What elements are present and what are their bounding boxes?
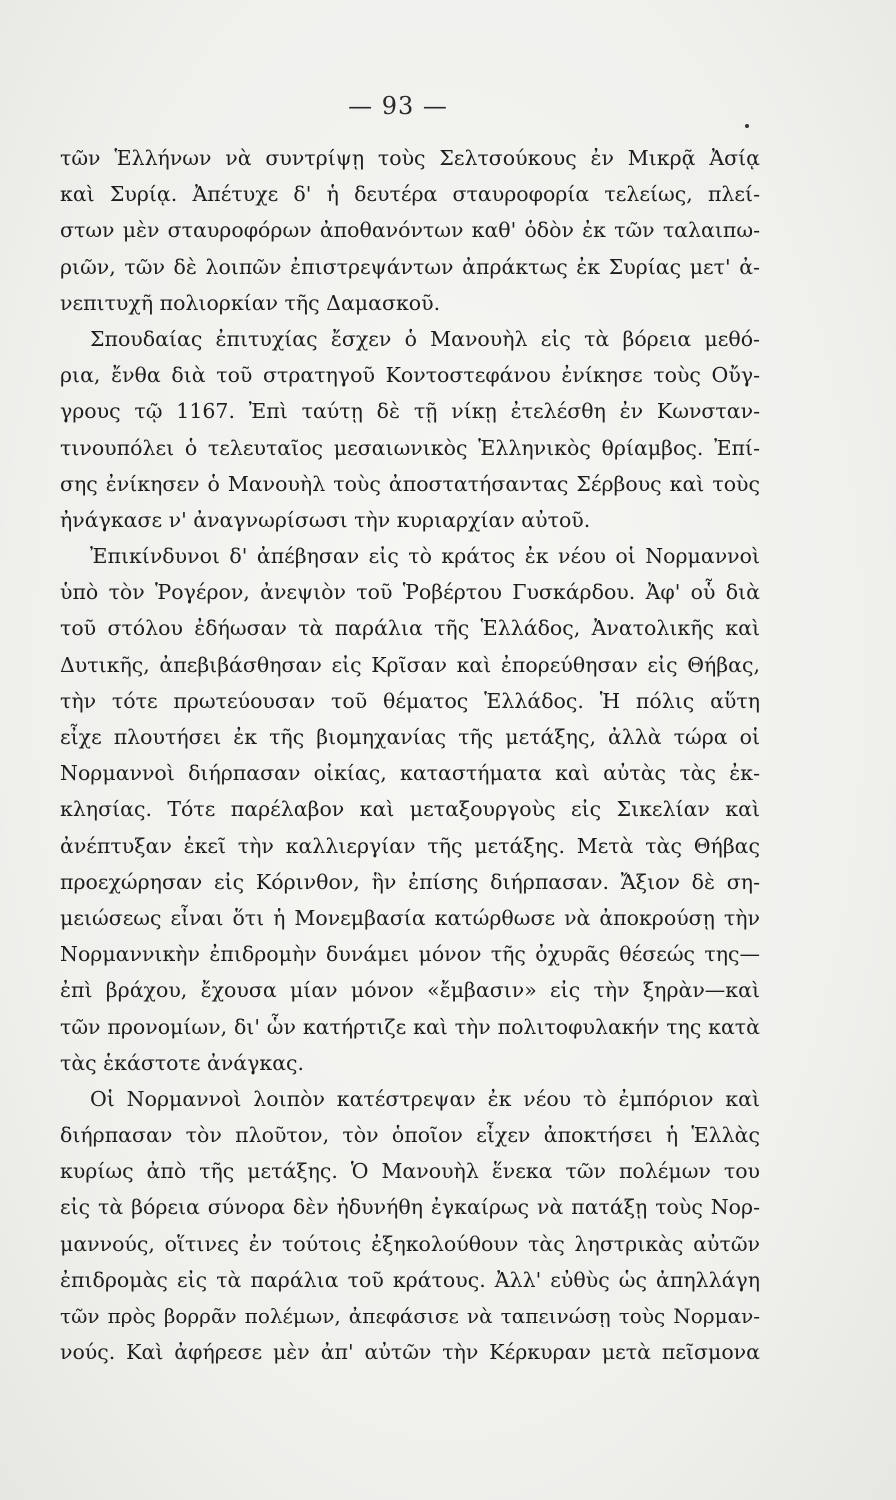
text-line: τὰς ἑκάστοτε ἀνάγκας. bbox=[60, 1050, 305, 1075]
text-line: νεπιτυχῆ πολιορκίαν τῆς Δαμασκοῦ. bbox=[60, 290, 441, 315]
text-line: κυρίως ἀπὸ τῆς μετάξης. Ὁ Μανουὴλ ἕνεκα τῶν πολέμων του bbox=[60, 1159, 760, 1184]
text-line: διήρπασαν τὸν πλοῦτον, τὸν ὁποῖον εἶχεν ἀποκτήσει ἡ Ἑλλὰς bbox=[60, 1123, 760, 1148]
text-line: τῶν Ἑλλήνων νὰ συντρίψῃ τοὺς Σελτσούκους ἐν Μικρᾷ Ἀσίᾳ bbox=[60, 146, 760, 170]
text-line: τῶν πρὸς βορρᾶν πολέμων, ἀπεφάσισε νὰ ταπεινώσῃ τοὺς Νορμαν- bbox=[60, 1304, 760, 1328]
text-line: τοῦ στόλου ἐδήωσαν τὰ παράλια τῆς Ἑλλάδος, Ἀνατολικῆς καὶ bbox=[60, 616, 760, 641]
text-line: κλησίας. Τότε παρέλαβον καὶ μεταξουργοὺς εἰς Σικελίαν καὶ bbox=[60, 797, 760, 822]
text-line: μειώσεως εἶναι ὅτι ἡ Μονεμβασία κατώρθωσε νὰ ἀποκρούσῃ τὴν bbox=[60, 905, 760, 930]
text-line: μαννούς, οἵτινες ἐν τούτοις ἐξηκολούθουν τὰς ληστρικὰς αὐτῶν bbox=[60, 1231, 760, 1256]
text-line: προεχώρησαν εἰς Κόρινθον, ἣν ἐπίσης διήρπασαν. Ἄξιον δὲ ση- bbox=[60, 869, 760, 894]
text-line: Νορμαννικὴν ἐπιδρομὴν δυνάμει μόνον τῆς ὀχυρᾶς θέσεώς της— bbox=[60, 942, 760, 967]
text-line: ρια, ἔνθα διὰ τοῦ στρατηγοῦ Κοντοστεφάνου ἐνίκησε τοὺς Οὔγ- bbox=[60, 363, 760, 388]
text-line: ἐπιδρομὰς εἰς τὰ παράλια τοῦ κράτους. Ἀλλ' εὐθὺς ὡς ἀπηλλάγη bbox=[60, 1267, 760, 1292]
text-line: καὶ Συρίᾳ. Ἀπέτυχε δ' ἡ δευτέρα σταυροφορία τελείως, πλεί- bbox=[60, 182, 760, 207]
text-line: ὑπὸ τὸν Ῥογέρον, ἀνεψιὸν τοῦ Ῥοβέρτου Γυσκάρδου. Ἀφ' οὗ διὰ bbox=[60, 580, 760, 605]
text-line: τινουπόλει ὁ τελευταῖος μεσαιωνικὸς Ἑλληνικὸς θρίαμβος. Ἐπί- bbox=[60, 435, 760, 460]
text-line: Σπουδαίας ἐπιτυχίας ἔσχεν ὁ Μανουὴλ εἰς τὰ βόρεια μεθό- bbox=[90, 326, 760, 351]
text-line: Οἱ Νορμαννοὶ λοιπὸν κατέστρεψαν ἐκ νέου τὸ ἐμπόριον καὶ bbox=[90, 1086, 760, 1111]
text-line: Νορμαννοὶ διήρπασαν οἰκίας, καταστήματα καὶ αὐτὰς τὰς ἐκ- bbox=[60, 761, 760, 786]
text-line: τὴν τότε πρωτεύουσαν τοῦ θέματος Ἑλλάδος. Ἡ πόλις αὕτη bbox=[60, 688, 760, 713]
text-line: εἶχε πλουτήσει ἐκ τῆς βιομηχανίας τῆς μετάξης, ἀλλὰ τώρα οἱ bbox=[60, 725, 760, 749]
text-line: ἐπὶ βράχου, ἔχουσα μίαν μόνον «ἔμβασιν» εἰς τὴν ξηρὰν—καὶ bbox=[60, 978, 760, 1003]
text-line: Ἐπικίνδυνοι δ' ἀπέβησαν εἰς τὸ κράτος ἐκ νέου οἱ Νορμαννοὶ bbox=[90, 544, 760, 569]
text-line: ἠνάγκασε ν' ἀναγνωρίσωσι τὴν κυριαρχίαν αὐτοῦ. bbox=[60, 507, 591, 532]
text-line: νούς. Καὶ ἀφήρεσε μὲν ἀπ' αὐτῶν τὴν Κέρκυραν μετὰ πεῖσμονα bbox=[60, 1340, 760, 1365]
text-line: σης ἐνίκησεν ὁ Μανουὴλ τοὺς ἀποστατήσαντας Σέρβους καὶ τοὺς bbox=[60, 471, 760, 496]
ink-spot bbox=[745, 124, 749, 128]
text-line: Δυτικῆς, ἀπεβιβάσθησαν εἰς Κρῖσαν καὶ ἐπορεύθησαν εἰς Θήβας, bbox=[60, 652, 760, 677]
page-number: — 93 — bbox=[348, 92, 448, 120]
text-line: ριῶν, τῶν δὲ λοιπῶν ἐπιστρεψάντων ἀπράκτως ἐκ Συρίας μετ' ἀ- bbox=[60, 254, 760, 279]
body-text bbox=[60, 140, 760, 1370]
text-line: στων μὲν σταυροφόρων ἀποθανόντων καθ' ὁδὸν ἐκ τῶν ταλαιπω- bbox=[60, 218, 760, 243]
text-line: εἰς τὰ βόρεια σύνορα δὲν ἠδυνήθη ἐγκαίρως νὰ πατάξῃ τοὺς Νορ- bbox=[60, 1195, 760, 1220]
text-line: ἀνέπτυξαν ἐκεῖ τὴν καλλιεργίαν τῆς μετάξης. Μετὰ τὰς Θήβας bbox=[60, 833, 760, 858]
text-line: γρους τῷ 1167. Ἐπὶ ταύτῃ δὲ τῇ νίκῃ ἐτελέσθη ἐν Κωνσταν- bbox=[60, 399, 760, 424]
text-line: τῶν προνομίων, δι' ὧν κατήρτιζε καὶ τὴν πολιτοφυλακήν της κατὰ bbox=[60, 1014, 760, 1039]
